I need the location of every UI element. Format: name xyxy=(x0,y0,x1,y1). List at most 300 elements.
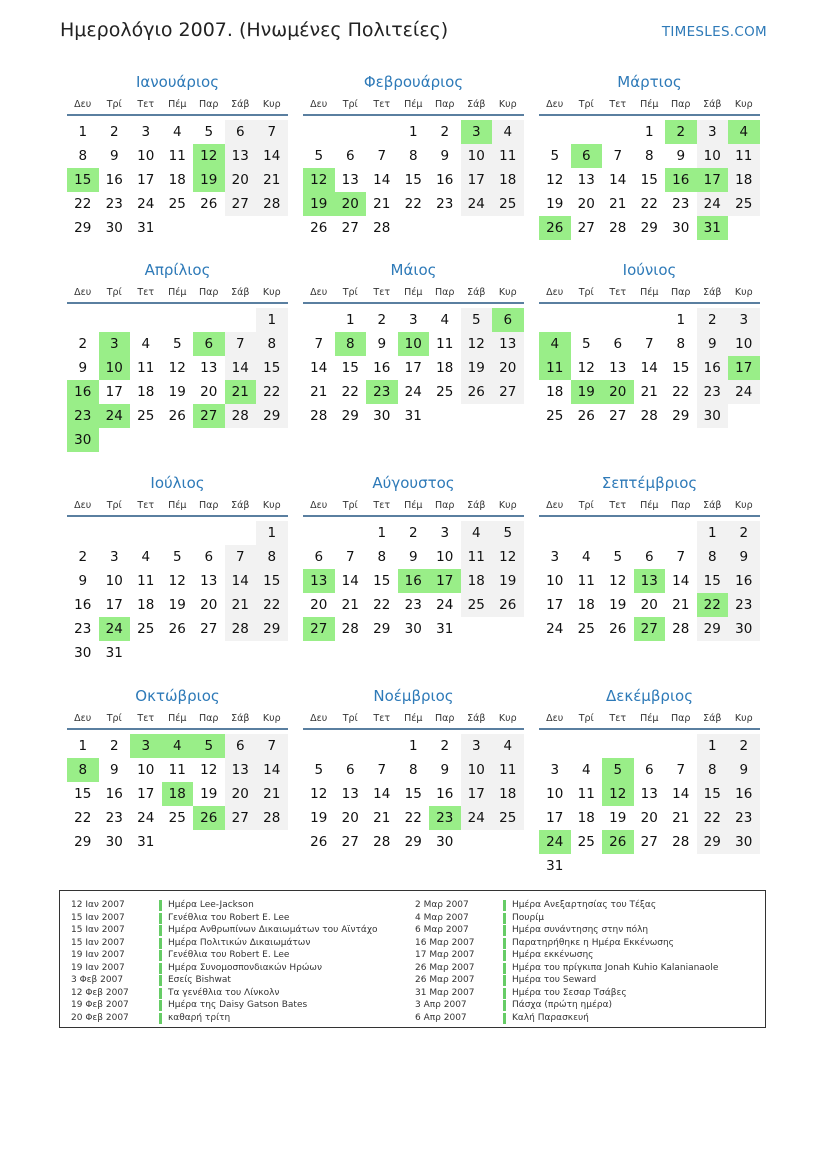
day-cell[interactable]: 12 xyxy=(546,172,564,188)
day-cell[interactable]: 28 xyxy=(373,834,391,850)
day-cell[interactable]: 30 xyxy=(728,617,760,641)
day-cell[interactable]: 20 xyxy=(341,810,359,826)
day-cell[interactable]: 18 xyxy=(137,597,155,613)
day-cell[interactable]: 3 xyxy=(461,734,493,758)
day-cell[interactable]: 22 xyxy=(256,593,288,617)
day-cell[interactable]: 12 xyxy=(577,360,595,376)
day-cell[interactable]: 14 xyxy=(225,356,257,380)
day-cell[interactable]: 2 xyxy=(78,549,88,565)
day-cell[interactable]: 30 xyxy=(404,621,422,637)
day-cell[interactable]: 1 xyxy=(78,738,88,754)
day-cell[interactable]: 6 xyxy=(644,549,654,565)
day-cell[interactable]: 28 xyxy=(609,220,627,236)
day-cell[interactable]: 24 xyxy=(404,384,422,400)
day-cell[interactable]: 10 xyxy=(546,786,564,802)
holiday-day-cell[interactable]: 19 xyxy=(193,168,225,192)
day-cell[interactable]: 26 xyxy=(168,408,186,424)
holiday-day-cell[interactable]: 4 xyxy=(539,332,571,356)
day-cell[interactable]: 20 xyxy=(640,597,658,613)
day-cell[interactable]: 20 xyxy=(577,196,595,212)
day-cell[interactable]: 1 xyxy=(697,521,729,545)
day-cell[interactable]: 22 xyxy=(672,384,690,400)
day-cell[interactable]: 9 xyxy=(440,762,450,778)
day-cell[interactable]: 28 xyxy=(640,408,658,424)
day-cell[interactable]: 17 xyxy=(404,360,422,376)
day-cell[interactable]: 17 xyxy=(105,384,123,400)
holiday-day-cell[interactable]: 13 xyxy=(634,569,666,593)
day-cell[interactable]: 5 xyxy=(172,336,182,352)
day-cell[interactable]: 22 xyxy=(256,380,288,404)
day-cell[interactable]: 20 xyxy=(225,168,257,192)
day-cell[interactable]: 8 xyxy=(644,148,654,164)
day-cell[interactable]: 7 xyxy=(377,762,387,778)
day-cell[interactable]: 22 xyxy=(74,196,92,212)
holiday-day-cell[interactable]: 16 xyxy=(665,168,697,192)
day-cell[interactable]: 11 xyxy=(436,336,454,352)
day-cell[interactable]: 16 xyxy=(74,597,92,613)
day-cell[interactable]: 22 xyxy=(373,597,391,613)
day-cell[interactable]: 9 xyxy=(78,573,88,589)
day-cell[interactable]: 5 xyxy=(550,148,560,164)
day-cell[interactable]: 14 xyxy=(672,786,690,802)
day-cell[interactable]: 27 xyxy=(341,220,359,236)
day-cell[interactable]: 13 xyxy=(341,786,359,802)
day-cell[interactable]: 1 xyxy=(377,525,387,541)
day-cell[interactable]: 6 xyxy=(204,549,214,565)
day-cell[interactable]: 20 xyxy=(492,356,524,380)
day-cell[interactable]: 25 xyxy=(492,806,524,830)
day-cell[interactable]: 23 xyxy=(105,810,123,826)
day-cell[interactable]: 11 xyxy=(168,148,186,164)
holiday-day-cell[interactable]: 23 xyxy=(429,806,461,830)
day-cell[interactable]: 19 xyxy=(609,810,627,826)
day-cell[interactable]: 31 xyxy=(105,645,123,661)
day-cell[interactable]: 13 xyxy=(200,360,218,376)
day-cell[interactable]: 18 xyxy=(436,360,454,376)
day-cell[interactable]: 3 xyxy=(550,549,560,565)
day-cell[interactable]: 19 xyxy=(492,569,524,593)
day-cell[interactable]: 30 xyxy=(697,404,729,428)
day-cell[interactable]: 17 xyxy=(461,168,493,192)
day-cell[interactable]: 14 xyxy=(341,573,359,589)
holiday-day-cell[interactable]: 20 xyxy=(335,192,367,216)
holiday-day-cell[interactable]: 18 xyxy=(162,782,194,806)
day-cell[interactable]: 19 xyxy=(546,196,564,212)
holiday-day-cell[interactable]: 10 xyxy=(398,332,430,356)
day-cell[interactable]: 8 xyxy=(408,148,418,164)
day-cell[interactable]: 21 xyxy=(373,810,391,826)
day-cell[interactable]: 9 xyxy=(109,762,119,778)
day-cell[interactable]: 24 xyxy=(436,597,454,613)
day-cell[interactable]: 5 xyxy=(314,762,324,778)
day-cell[interactable]: 11 xyxy=(137,573,155,589)
day-cell[interactable]: 26 xyxy=(168,621,186,637)
day-cell[interactable]: 7 xyxy=(225,545,257,569)
holiday-day-cell[interactable]: 12 xyxy=(193,144,225,168)
day-cell[interactable]: 12 xyxy=(168,573,186,589)
holiday-day-cell[interactable]: 21 xyxy=(225,380,257,404)
day-cell[interactable]: 25 xyxy=(168,810,186,826)
day-cell[interactable]: 17 xyxy=(461,782,493,806)
day-cell[interactable]: 27 xyxy=(225,806,257,830)
day-cell[interactable]: 10 xyxy=(697,144,729,168)
day-cell[interactable]: 4 xyxy=(581,762,591,778)
day-cell[interactable]: 16 xyxy=(105,786,123,802)
day-cell[interactable]: 14 xyxy=(373,172,391,188)
day-cell[interactable]: 27 xyxy=(341,834,359,850)
day-cell[interactable]: 9 xyxy=(440,148,450,164)
day-cell[interactable]: 8 xyxy=(676,336,686,352)
day-cell[interactable]: 18 xyxy=(577,597,595,613)
day-cell[interactable]: 27 xyxy=(492,380,524,404)
day-cell[interactable]: 19 xyxy=(168,597,186,613)
day-cell[interactable]: 11 xyxy=(137,360,155,376)
day-cell[interactable]: 29 xyxy=(74,834,92,850)
day-cell[interactable]: 21 xyxy=(341,597,359,613)
day-cell[interactable]: 19 xyxy=(310,810,328,826)
day-cell[interactable]: 9 xyxy=(377,336,387,352)
day-cell[interactable]: 1 xyxy=(408,738,418,754)
day-cell[interactable]: 8 xyxy=(78,148,88,164)
day-cell[interactable]: 23 xyxy=(404,597,422,613)
day-cell[interactable]: 24 xyxy=(546,621,564,637)
day-cell[interactable]: 23 xyxy=(672,196,690,212)
holiday-day-cell[interactable]: 24 xyxy=(539,830,571,854)
day-cell[interactable]: 13 xyxy=(609,360,627,376)
day-cell[interactable]: 18 xyxy=(546,384,564,400)
day-cell[interactable]: 23 xyxy=(697,380,729,404)
holiday-day-cell[interactable]: 10 xyxy=(99,356,131,380)
day-cell[interactable]: 25 xyxy=(168,196,186,212)
holiday-day-cell[interactable]: 2 xyxy=(665,120,697,144)
holiday-day-cell[interactable]: 15 xyxy=(67,168,99,192)
day-cell[interactable]: 3 xyxy=(141,124,151,140)
day-cell[interactable]: 30 xyxy=(728,830,760,854)
holiday-day-cell[interactable]: 6 xyxy=(571,144,603,168)
day-cell[interactable]: 21 xyxy=(672,810,690,826)
day-cell[interactable]: 12 xyxy=(492,545,524,569)
day-cell[interactable]: 30 xyxy=(74,645,92,661)
day-cell[interactable]: 14 xyxy=(256,144,288,168)
day-cell[interactable]: 26 xyxy=(200,196,218,212)
day-cell[interactable]: 30 xyxy=(672,220,690,236)
day-cell[interactable]: 27 xyxy=(640,834,658,850)
day-cell[interactable]: 14 xyxy=(225,569,257,593)
day-cell[interactable]: 8 xyxy=(256,332,288,356)
day-cell[interactable]: 3 xyxy=(109,549,119,565)
day-cell[interactable]: 29 xyxy=(640,220,658,236)
day-cell[interactable]: 28 xyxy=(341,621,359,637)
day-cell[interactable]: 12 xyxy=(310,786,328,802)
holiday-day-cell[interactable]: 27 xyxy=(193,404,225,428)
day-cell[interactable]: 2 xyxy=(728,521,760,545)
day-cell[interactable]: 28 xyxy=(672,621,690,637)
holiday-day-cell[interactable]: 8 xyxy=(67,758,99,782)
day-cell[interactable]: 3 xyxy=(550,762,560,778)
day-cell[interactable]: 13 xyxy=(200,573,218,589)
day-cell[interactable]: 1 xyxy=(345,312,355,328)
day-cell[interactable]: 1 xyxy=(256,308,288,332)
day-cell[interactable]: 22 xyxy=(341,384,359,400)
holiday-day-cell[interactable]: 24 xyxy=(99,404,131,428)
day-cell[interactable]: 25 xyxy=(137,408,155,424)
day-cell[interactable]: 6 xyxy=(225,734,257,758)
holiday-day-cell[interactable]: 3 xyxy=(130,734,162,758)
day-cell[interactable]: 26 xyxy=(577,408,595,424)
day-cell[interactable]: 4 xyxy=(172,124,182,140)
day-cell[interactable]: 31 xyxy=(436,621,454,637)
day-cell[interactable]: 25 xyxy=(577,834,595,850)
day-cell[interactable]: 1 xyxy=(676,312,686,328)
day-cell[interactable]: 19 xyxy=(461,356,493,380)
day-cell[interactable]: 20 xyxy=(640,810,658,826)
day-cell[interactable]: 7 xyxy=(345,549,355,565)
day-cell[interactable]: 16 xyxy=(436,172,454,188)
day-cell[interactable]: 13 xyxy=(640,786,658,802)
day-cell[interactable]: 5 xyxy=(314,148,324,164)
holiday-day-cell[interactable]: 12 xyxy=(602,782,634,806)
day-cell[interactable]: 28 xyxy=(225,404,257,428)
day-cell[interactable]: 16 xyxy=(697,356,729,380)
day-cell[interactable]: 5 xyxy=(172,549,182,565)
day-cell[interactable]: 7 xyxy=(377,148,387,164)
day-cell[interactable]: 31 xyxy=(546,858,564,874)
day-cell[interactable]: 18 xyxy=(577,810,595,826)
day-cell[interactable]: 28 xyxy=(672,834,690,850)
day-cell[interactable]: 1 xyxy=(256,521,288,545)
day-cell[interactable]: 22 xyxy=(404,810,422,826)
day-cell[interactable]: 13 xyxy=(225,144,257,168)
day-cell[interactable]: 28 xyxy=(310,408,328,424)
day-cell[interactable]: 21 xyxy=(609,196,627,212)
day-cell[interactable]: 15 xyxy=(404,786,422,802)
day-cell[interactable]: 16 xyxy=(728,569,760,593)
day-cell[interactable]: 17 xyxy=(137,786,155,802)
day-cell[interactable]: 18 xyxy=(492,168,524,192)
day-cell[interactable]: 2 xyxy=(109,124,119,140)
holiday-day-cell[interactable]: 16 xyxy=(67,380,99,404)
day-cell[interactable]: 18 xyxy=(492,782,524,806)
holiday-day-cell[interactable]: 6 xyxy=(193,332,225,356)
day-cell[interactable]: 29 xyxy=(672,408,690,424)
holiday-day-cell[interactable]: 27 xyxy=(303,617,335,641)
holiday-day-cell[interactable]: 17 xyxy=(728,356,760,380)
day-cell[interactable]: 30 xyxy=(105,834,123,850)
day-cell[interactable]: 20 xyxy=(200,384,218,400)
day-cell[interactable]: 16 xyxy=(436,786,454,802)
day-cell[interactable]: 29 xyxy=(373,621,391,637)
day-cell[interactable]: 4 xyxy=(141,549,151,565)
day-cell[interactable]: 16 xyxy=(373,360,391,376)
day-cell[interactable]: 28 xyxy=(256,192,288,216)
day-cell[interactable]: 26 xyxy=(609,621,627,637)
day-cell[interactable]: 15 xyxy=(640,172,658,188)
day-cell[interactable]: 20 xyxy=(200,597,218,613)
day-cell[interactable]: 3 xyxy=(408,312,418,328)
day-cell[interactable]: 15 xyxy=(404,172,422,188)
day-cell[interactable]: 6 xyxy=(345,762,355,778)
day-cell[interactable]: 23 xyxy=(436,196,454,212)
day-cell[interactable]: 6 xyxy=(613,336,623,352)
day-cell[interactable]: 9 xyxy=(728,758,760,782)
day-cell[interactable]: 1 xyxy=(697,734,729,758)
holiday-day-cell[interactable]: 22 xyxy=(697,593,729,617)
day-cell[interactable]: 4 xyxy=(440,312,450,328)
day-cell[interactable]: 25 xyxy=(546,408,564,424)
day-cell[interactable]: 16 xyxy=(728,782,760,806)
day-cell[interactable]: 27 xyxy=(200,621,218,637)
day-cell[interactable]: 15 xyxy=(373,573,391,589)
holiday-day-cell[interactable]: 5 xyxy=(602,758,634,782)
day-cell[interactable]: 7 xyxy=(256,734,288,758)
day-cell[interactable]: 12 xyxy=(609,573,627,589)
day-cell[interactable]: 3 xyxy=(697,120,729,144)
day-cell[interactable]: 6 xyxy=(314,549,324,565)
day-cell[interactable]: 2 xyxy=(440,124,450,140)
day-cell[interactable]: 13 xyxy=(225,758,257,782)
day-cell[interactable]: 18 xyxy=(461,569,493,593)
day-cell[interactable]: 20 xyxy=(310,597,328,613)
holiday-day-cell[interactable]: 26 xyxy=(193,806,225,830)
site-logo[interactable]: TIMESLES.COM xyxy=(661,24,767,40)
day-cell[interactable]: 14 xyxy=(672,573,690,589)
day-cell[interactable]: 8 xyxy=(408,762,418,778)
day-cell[interactable]: 9 xyxy=(109,148,119,164)
day-cell[interactable]: 9 xyxy=(676,148,686,164)
holiday-day-cell[interactable]: 16 xyxy=(398,569,430,593)
day-cell[interactable]: 5 xyxy=(581,336,591,352)
day-cell[interactable]: 14 xyxy=(609,172,627,188)
day-cell[interactable]: 30 xyxy=(436,834,454,850)
day-cell[interactable]: 13 xyxy=(492,332,524,356)
day-cell[interactable]: 26 xyxy=(310,220,328,236)
day-cell[interactable]: 29 xyxy=(697,617,729,641)
holiday-day-cell[interactable]: 23 xyxy=(366,380,398,404)
day-cell[interactable]: 21 xyxy=(310,384,328,400)
day-cell[interactable]: 11 xyxy=(492,758,524,782)
day-cell[interactable]: 12 xyxy=(168,360,186,376)
day-cell[interactable]: 29 xyxy=(256,404,288,428)
holiday-day-cell[interactable]: 30 xyxy=(67,428,99,452)
day-cell[interactable]: 26 xyxy=(461,380,493,404)
day-cell[interactable]: 9 xyxy=(78,360,88,376)
holiday-day-cell[interactable]: 23 xyxy=(67,404,99,428)
day-cell[interactable]: 1 xyxy=(78,124,88,140)
day-cell[interactable]: 24 xyxy=(461,806,493,830)
day-cell[interactable]: 17 xyxy=(546,597,564,613)
day-cell[interactable]: 17 xyxy=(137,172,155,188)
day-cell[interactable]: 10 xyxy=(546,573,564,589)
day-cell[interactable]: 12 xyxy=(461,332,493,356)
day-cell[interactable]: 15 xyxy=(74,786,92,802)
day-cell[interactable]: 25 xyxy=(577,621,595,637)
day-cell[interactable]: 12 xyxy=(200,762,218,778)
day-cell[interactable]: 11 xyxy=(728,144,760,168)
day-cell[interactable]: 4 xyxy=(581,549,591,565)
day-cell[interactable]: 16 xyxy=(105,172,123,188)
day-cell[interactable]: 9 xyxy=(697,332,729,356)
day-cell[interactable]: 10 xyxy=(137,762,155,778)
day-cell[interactable]: 1 xyxy=(408,124,418,140)
day-cell[interactable]: 17 xyxy=(546,810,564,826)
day-cell[interactable]: 2 xyxy=(440,738,450,754)
day-cell[interactable]: 24 xyxy=(728,380,760,404)
day-cell[interactable]: 11 xyxy=(492,144,524,168)
day-cell[interactable]: 2 xyxy=(377,312,387,328)
day-cell[interactable]: 21 xyxy=(225,593,257,617)
day-cell[interactable]: 19 xyxy=(168,384,186,400)
day-cell[interactable]: 5 xyxy=(492,521,524,545)
day-cell[interactable]: 8 xyxy=(697,758,729,782)
day-cell[interactable]: 15 xyxy=(256,569,288,593)
day-cell[interactable]: 31 xyxy=(404,408,422,424)
day-cell[interactable]: 10 xyxy=(728,332,760,356)
day-cell[interactable]: 2 xyxy=(697,308,729,332)
day-cell[interactable]: 30 xyxy=(373,408,391,424)
day-cell[interactable]: 18 xyxy=(728,168,760,192)
day-cell[interactable]: 11 xyxy=(577,573,595,589)
day-cell[interactable]: 7 xyxy=(613,148,623,164)
day-cell[interactable]: 21 xyxy=(256,782,288,806)
day-cell[interactable]: 20 xyxy=(225,782,257,806)
day-cell[interactable]: 10 xyxy=(137,148,155,164)
day-cell[interactable]: 13 xyxy=(577,172,595,188)
holiday-day-cell[interactable]: 8 xyxy=(335,332,367,356)
day-cell[interactable]: 24 xyxy=(697,192,729,216)
day-cell[interactable]: 15 xyxy=(697,782,729,806)
day-cell[interactable]: 6 xyxy=(345,148,355,164)
day-cell[interactable]: 22 xyxy=(74,810,92,826)
day-cell[interactable]: 27 xyxy=(609,408,627,424)
day-cell[interactable]: 3 xyxy=(728,308,760,332)
day-cell[interactable]: 3 xyxy=(440,525,450,541)
holiday-day-cell[interactable]: 17 xyxy=(697,168,729,192)
day-cell[interactable]: 1 xyxy=(644,124,654,140)
day-cell[interactable]: 5 xyxy=(204,124,214,140)
holiday-day-cell[interactable]: 19 xyxy=(303,192,335,216)
day-cell[interactable]: 9 xyxy=(408,549,418,565)
day-cell[interactable]: 9 xyxy=(728,545,760,569)
day-cell[interactable]: 28 xyxy=(256,806,288,830)
day-cell[interactable]: 25 xyxy=(137,621,155,637)
day-cell[interactable]: 10 xyxy=(461,758,493,782)
day-cell[interactable]: 30 xyxy=(105,220,123,236)
day-cell[interactable]: 14 xyxy=(256,758,288,782)
day-cell[interactable]: 21 xyxy=(640,384,658,400)
day-cell[interactable]: 25 xyxy=(728,192,760,216)
day-cell[interactable]: 29 xyxy=(341,408,359,424)
day-cell[interactable]: 7 xyxy=(225,332,257,356)
day-cell[interactable]: 25 xyxy=(492,192,524,216)
day-cell[interactable]: 7 xyxy=(314,336,324,352)
day-cell[interactable]: 15 xyxy=(672,360,690,376)
day-cell[interactable]: 18 xyxy=(168,172,186,188)
day-cell[interactable]: 29 xyxy=(404,834,422,850)
day-cell[interactable]: 4 xyxy=(492,734,524,758)
day-cell[interactable]: 7 xyxy=(256,120,288,144)
holiday-day-cell[interactable]: 12 xyxy=(303,168,335,192)
day-cell[interactable]: 28 xyxy=(373,220,391,236)
day-cell[interactable]: 22 xyxy=(697,806,729,830)
day-cell[interactable]: 10 xyxy=(105,573,123,589)
day-cell[interactable]: 15 xyxy=(256,356,288,380)
day-cell[interactable]: 2 xyxy=(78,336,88,352)
day-cell[interactable]: 14 xyxy=(640,360,658,376)
day-cell[interactable]: 21 xyxy=(672,597,690,613)
holiday-day-cell[interactable]: 11 xyxy=(539,356,571,380)
day-cell[interactable]: 14 xyxy=(373,786,391,802)
holiday-day-cell[interactable]: 5 xyxy=(193,734,225,758)
